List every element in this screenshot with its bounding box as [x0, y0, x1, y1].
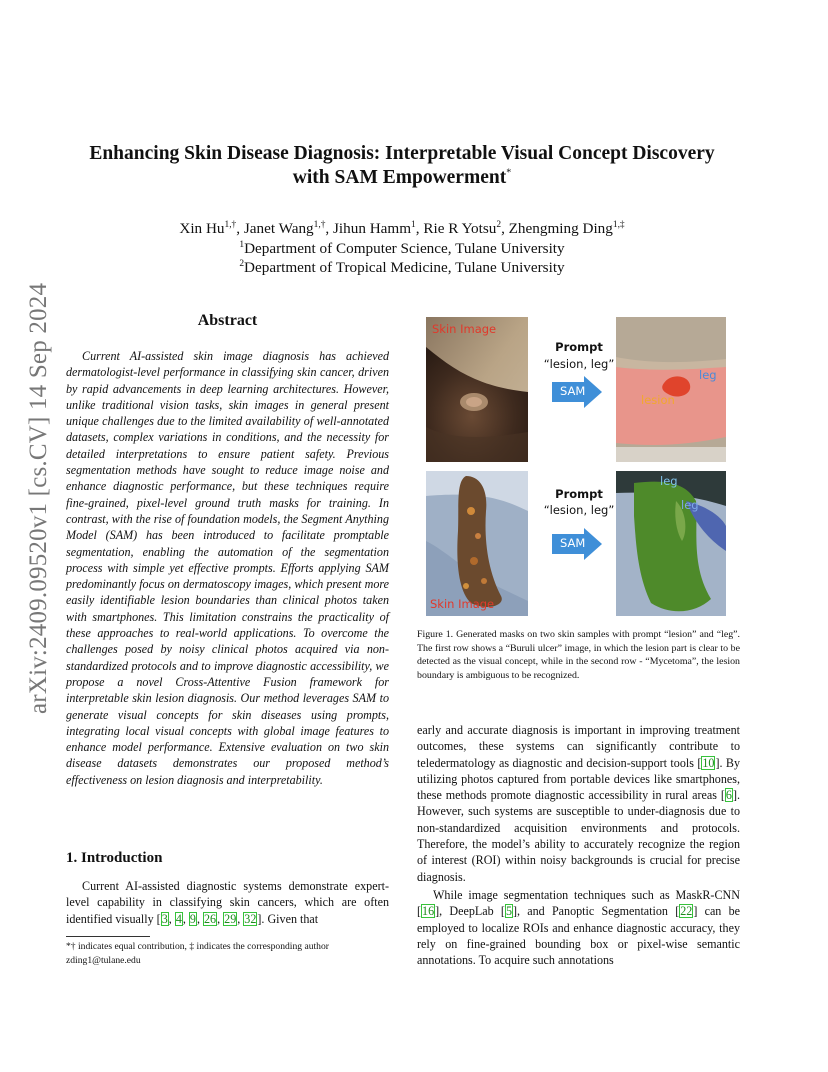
- right-column-text: [417, 722, 740, 968]
- label-skin-image-2: Skin Image: [430, 597, 495, 611]
- footnote-email: zding1@tulane.edu: [66, 954, 141, 966]
- text-span: While image segmentation techniques such as MaskR-CNN [: [417, 887, 740, 919]
- mask-photo-1: [616, 317, 726, 462]
- affiliation-1-text: Department of Computer Science, Tulane University: [244, 239, 565, 257]
- author-block: [70, 219, 734, 278]
- prompt-heading-1: Prompt: [555, 340, 603, 354]
- author-affiliation: 2: [496, 219, 502, 230]
- section-heading-introduction: 1. Introduction: [66, 850, 163, 866]
- skin-image-mycetoma: [426, 471, 528, 616]
- paper-title: [70, 142, 734, 190]
- mask-image-buruli: [616, 317, 726, 462]
- label-leg-2a: leg: [660, 474, 678, 488]
- label-leg-1: leg: [699, 368, 717, 382]
- mask-photo-2: [616, 471, 726, 616]
- citation-link[interactable]: 9: [189, 911, 196, 926]
- text-span: ] can be employed to localize ROIs and enhance diagnostic accuracy, they rely on fine-grained bounding box or pixel-wise semantic annotations. To acquire such annotations: [417, 904, 740, 968]
- text-span: early and accurate diagnosis is important in improving treatment outcomes, these systems can significantly contribute to teledermatology as diagnostic and decision-support tools [: [417, 723, 740, 770]
- author-list: Xin $Hu^{1,\dagger}$, Janet Wang$^{1,\dagger}$, Jihun Hamm$^1$, Rie R Yotsu$^2$, Zhengming Ding$^{1,\ddagger}$: [179, 219, 625, 237]
- citation-link[interactable]: 5: [505, 904, 512, 919]
- citation-link[interactable]: 32: [244, 911, 257, 926]
- label-lesion-1: lesion: [641, 393, 675, 407]
- affiliation-2: [70, 258, 734, 278]
- citation-link[interactable]: 16: [422, 904, 435, 919]
- title-line-1: Enhancing Skin Disease Diagnosis: Interpretable Visual Concept Discovery: [89, 143, 715, 164]
- intro-text-tail: ]. Given that: [257, 911, 319, 926]
- author-affiliation: 1: [411, 219, 416, 230]
- intro-paragraph: Current AI-assisted diagnostic systems demonstrate expert-level capability in classifying skin cancers, which are often identified visually [3, 4, 9, 26, 29, 32]. Given that: [66, 879, 389, 926]
- citation-link[interactable]: 3: [161, 911, 168, 926]
- label-leg-2b: leg: [681, 498, 699, 512]
- figure-1: [424, 316, 734, 616]
- author-name: Zhengming Ding: [508, 220, 613, 237]
- citation-link[interactable]: 22: [680, 904, 693, 919]
- author-name: Rie R Yotsu: [423, 220, 497, 237]
- text-span: ]. By utilizing photos captured from portable devices like smartphones, these methods promote diagnostic accessibility in rural areas [: [417, 755, 741, 803]
- affiliation-1-number: 1: [239, 239, 245, 250]
- footnote-line-1: *† indicates equal contribution, ‡ indicates the corresponding author: [66, 941, 329, 952]
- author-affiliation: 1,†: [313, 219, 326, 230]
- figure-1-caption: Figure 1. Generated masks on two skin samples with prompt “lesion” and “leg”. The first row shows a “Buruli ulcer” image, in which the lesion part is clear to be detected as the visual concept, while in the second row - “Mycetoma”, the lesion boundary is ambiguous to be recognized.: [417, 629, 740, 681]
- citation-link[interactable]: 29: [224, 911, 237, 926]
- affiliation-1: [70, 239, 734, 259]
- prompt-text-2: “lesion, leg”: [543, 503, 615, 517]
- label-skin-image-1: Skin Image: [432, 322, 497, 336]
- citation-link[interactable]: 6: [725, 788, 732, 803]
- prompt-heading-2: Prompt: [555, 487, 603, 501]
- footnote: [66, 940, 389, 967]
- abstract-body: Current AI-assisted skin image diagnosis has achieved dermatologist-level performance in classifying skin cancer, driven by rapid advancements in deep learning architectures. However, unlike traditional vision tasks, skin images in general present unique challenges due to the limited availability of well-annotated datasets, complex variations in conditions, and the necessity for detailed interpretations to ensure patient safety. Previous segmentation methods have sought to reduce image noise and enhance diagnostic performance, but these techniques require fine-grained, pixel-level ground truth masks for training. In contrast, with the rise of foundation models, the Segment Anything Model (SAM) has been introduced to facilitate promptable segmentation, enabling the automation of the segmentation process with simple yet effective prompts. Efforts applying SAM predominantly focus on dermatoscopy images, which present more easily identifiable lesion boundaries than clinical photos taken with smartphones. This limitation constrains the practicality of these approaches to real-world applications. To overcome the challenges posed by noisy clinical photos acquired via non-standardized protocols and to improve diagnostic accessibility, we propose a novel Cross-Attentive Fusion framework for interpretable skin lesion diagnosis. Our method leverages SAM to generate visual concepts for skin diseases using prompts, integrating local visual concepts with global image features to enhance model performance. Extensive evaluation on two skin disease datasets demonstrates our proposed method’s effectiveness on lesion diagnosis and interpretability.: [66, 349, 389, 787]
- affiliation-2-text: Department of Tropical Medicine, Tulane University: [244, 259, 565, 276]
- title-line-2: [70, 166, 734, 190]
- arxiv-identifier: arXiv:2409.09520v1 [cs.CV] 14 Sep 2024: [25, 282, 52, 714]
- skin-photo-1: [426, 317, 528, 462]
- author-name: Xin Hu: [179, 220, 225, 237]
- author-affiliation: 1,‡: [612, 219, 625, 230]
- text-span: ], and Panoptic Segmentation [: [513, 904, 680, 919]
- skin-image-buruli: [426, 317, 528, 462]
- sam-label-2: SAM: [560, 536, 586, 550]
- right-paragraph-1: [417, 722, 740, 885]
- footnote-rule: [66, 936, 150, 937]
- citation-link[interactable]: 26: [204, 911, 217, 926]
- mask-image-mycetoma: [616, 471, 726, 616]
- citation-link[interactable]: 10: [702, 755, 715, 770]
- skin-photo-2: [426, 471, 528, 616]
- sam-label-1: SAM: [560, 384, 586, 398]
- title-line-2-text: with SAM Empowerment: [292, 167, 507, 188]
- text-span: ]. However, such systems are susceptible to under-diagnosis due to non-standardized acquisition environments and protocols. Therefore, the model’s ability to accurately recognize the region of interest (ROI) within noisy backgrounds is crucial for precise diagnosis.: [417, 788, 740, 884]
- abstract-heading: Abstract: [197, 312, 258, 329]
- prompt-text-1: “lesion, leg”: [543, 357, 615, 371]
- right-paragraph-2: [417, 887, 740, 968]
- affiliation-2-number: 2: [239, 258, 245, 269]
- title-star: *: [506, 167, 512, 179]
- citation-link[interactable]: 4: [175, 911, 182, 926]
- author-name: Janet Wang: [243, 220, 314, 237]
- author-affiliation: 1,†: [224, 219, 237, 230]
- author-name: Jihun Hamm: [333, 220, 412, 237]
- text-span: ], DeepLab [: [435, 904, 505, 919]
- intro-text: Current AI-assisted diagnostic systems demonstrate expert-level capability in classifying skin cancers, which are often identified visually [: [66, 879, 389, 926]
